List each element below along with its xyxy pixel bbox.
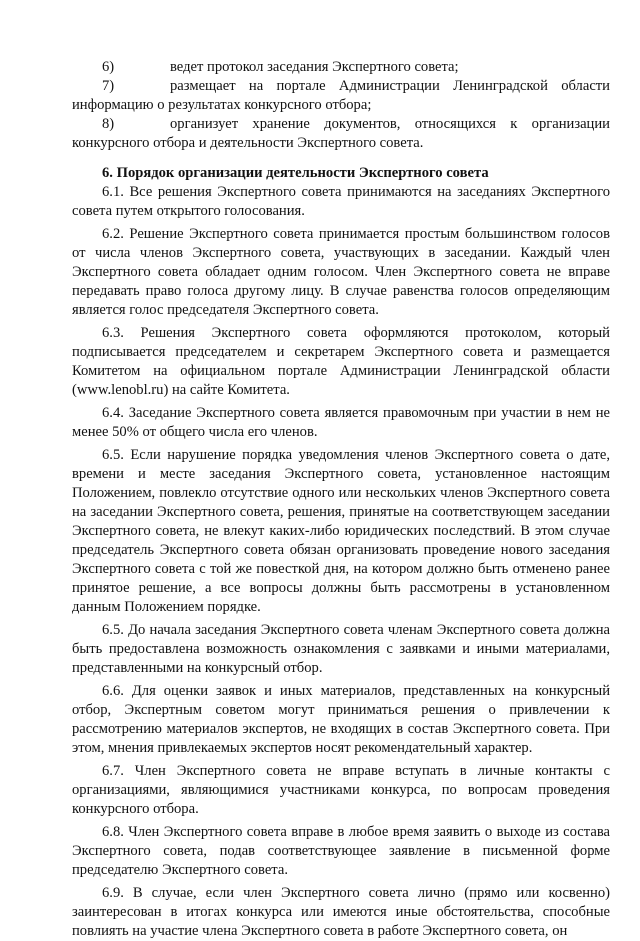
list-item-number: 7) [102, 78, 115, 94]
paragraph-6-8: 6.8. Член Экспертного совета вправе в любое время заявить о выходе из состава Экспертного совета, подав соответствующее заявление в письменной форме председателю Экспертного совета. [72, 824, 610, 878]
paragraph-6-9: 6.9. В случае, если член Экспертного совета лично (прямо или косвенно) заинтересован в итогах конкурса или имеются иные обстоятельства, способные повлиять на участие члена Экспертного совета в работе Экспертного совета, он [72, 885, 610, 939]
paragraph-6-6: 6.6. Для оценки заявок и иных материалов, представленных на конкурсный отбор, Экспертным советом могут приниматься решения о привлечении к рассмотрению материалов экспертов, не входящих в состав Экспертного совета. При этом, мнения привлекаемых экспертов носят рекомендательный характер. [72, 683, 610, 756]
section-heading: 6. Порядок организации деятельности Экспертного совета [102, 165, 489, 181]
list-item-text: размещает на портале Администрации Ленинградской области [170, 78, 610, 94]
list-item-number: 6) [102, 59, 115, 75]
paragraph-6-4: 6.4. Заседание Экспертного совета является правомочным при участии в нем не менее 50% от общего числа его членов. [72, 405, 610, 440]
paragraph-6-7: 6.7. Член Экспертного совета не вправе вступать в личные контакты с организациями, являющимися участниками конкурса, по вопросам проведения конкурсного отбора. [72, 763, 610, 817]
list-item-8 [72, 115, 610, 134]
paragraph-6-5: 6.5. Если нарушение порядка уведомления членов Экспертного совета о дате, времени и месте заседания Экспертного совета, установленное настоящим Положением, повлекло отсутствие одного или нескольких членов Экспертного совета на заседании Экспертного совета, решения, принятые на соответствующем заседании Экспертного совета, не влекут каких-либо юридических последствий. В этом случае председатель Экспертного совета обязан организовать проведение нового заседания Экспертного совета с той же повесткой дня, на котором должно быть отменено ранее принятое решение, а все вопросы должны быть рассмотрены в установленном данным Положением порядке. [72, 447, 610, 615]
list-item-7 [72, 77, 610, 96]
list-item-text: ведет протокол заседания Экспертного совета; [170, 59, 459, 75]
list-item-number: 8) [102, 116, 115, 132]
paragraph-6-2: 6.2. Решение Экспертного совета принимается простым большинством голосов от числа членов Экспертного совета, участвующих в заседании. Каждый член Экспертного совета обладает одним голосом. Член Экспертного совета не вправе передавать право голоса другому лицу. В случае равенства голосов определяющим является голос председателя Экспертного совета. [72, 226, 610, 318]
list-item-6 [72, 58, 610, 77]
paragraph-6-5b: 6.5. До начала заседания Экспертного совета членам Экспертного совета должна быть предоставлена возможность ознакомления с заявками и иными материалами, представленными на конкурсный отбор. [72, 622, 610, 676]
list-item-continuation: информацию о результатах конкурсного отбора; [72, 97, 372, 113]
paragraph-6-3: 6.3. Решения Экспертного совета оформляются протоколом, который подписывается председателем и секретарем Экспертного совета и размещается Комитетом на официальном портале Администрации Ленинградской области (www.lenobl.ru) на сайте Комитета. [72, 325, 610, 398]
list-item-text: организует хранение документов, относящихся к организации [170, 116, 610, 132]
paragraph-6-1: 6.1. Все решения Экспертного совета принимаются на заседаниях Экспертного совета путем открытого голосования. [72, 184, 610, 219]
list-item-continuation: конкурсного отбора и деятельности Экспертного совета. [72, 135, 424, 151]
